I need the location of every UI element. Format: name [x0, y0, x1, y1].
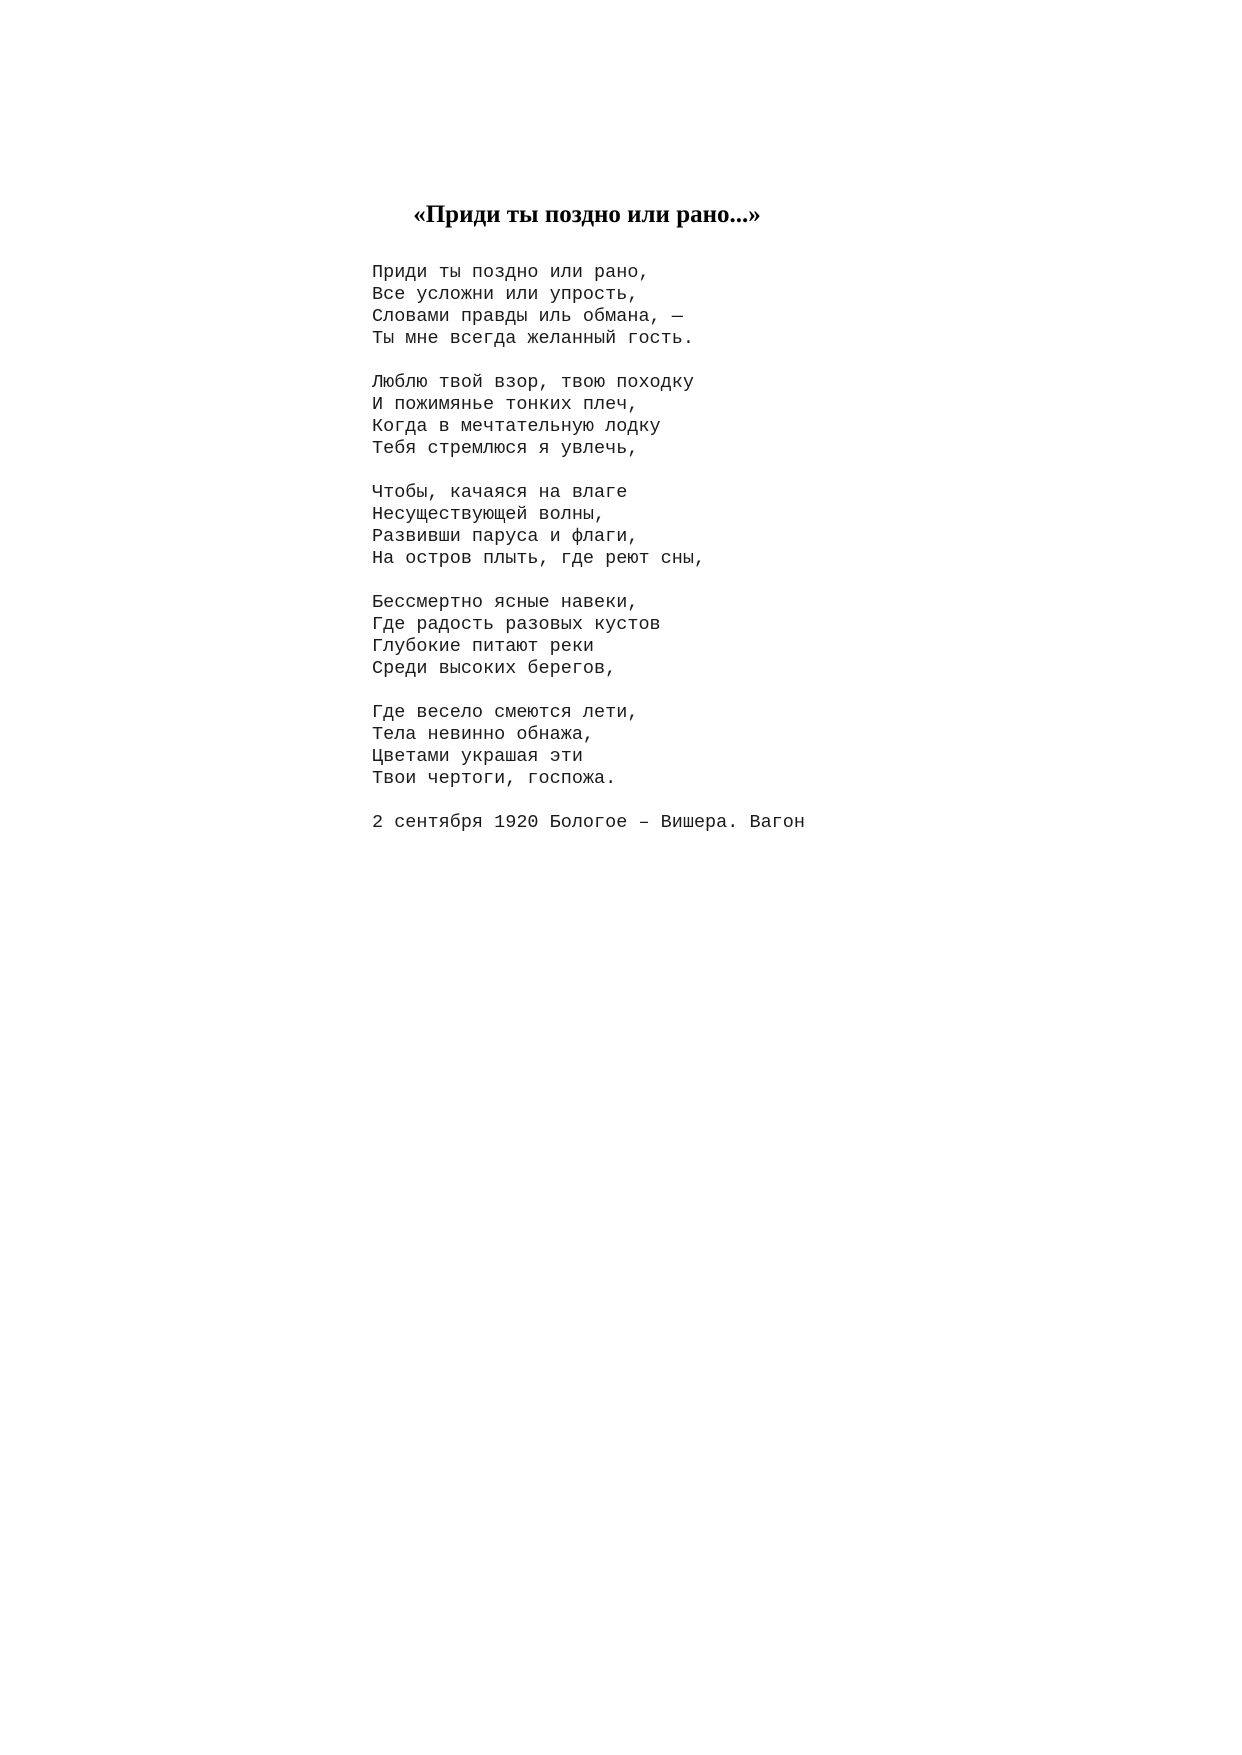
poem-line: Все усложни или упрость, — [372, 284, 639, 305]
poem-line: Словами правды иль обмана, — — [372, 306, 683, 327]
poem-line: Чтобы, качаяся на влаге — [372, 482, 628, 503]
poem-line: Среди высоких берегов, — [372, 658, 617, 679]
stanza-4 — [372, 592, 1152, 680]
poem-line: Цветами украшая эти — [372, 746, 583, 767]
poem-line: Где радость разовых кустов — [372, 614, 661, 635]
poem-date-place: 2 сентября 1920 Бологое – Вишера. Вагон — [372, 812, 805, 833]
poem-title: «Приди ты поздно или рано...» — [413, 201, 761, 228]
poem-line: Тебя стремлюся я увлечь, — [372, 438, 639, 459]
poem-line: Приди ты поздно или рано, — [372, 262, 650, 283]
poem-line: Глубокие питают реки — [372, 636, 595, 657]
poem-line: И пожимянье тонких плеч, — [372, 394, 639, 415]
poem-line: Тела невинно обнажа, — [372, 724, 595, 745]
poem-line: Несуществующей волны, — [372, 504, 606, 525]
stanza-1 — [372, 262, 1152, 350]
stanza-2 — [372, 372, 1152, 460]
poem-line: На остров плыть, где реют сны, — [372, 548, 706, 569]
poem-line: Развивши паруса и флаги, — [372, 526, 639, 547]
poem-line: Твои чертоги, госпожа. — [372, 768, 617, 789]
poem-body — [372, 262, 1152, 834]
stanza-3 — [372, 482, 1152, 570]
poem-line: Ты мне всегда желанный гость. — [372, 328, 694, 349]
poem-line: Когда в мечтательную лодку — [372, 416, 661, 437]
poem-line: Бессмертно ясные навеки, — [372, 592, 639, 613]
poem-line: Люблю твой взор, твою походку — [372, 372, 694, 393]
stanza-5 — [372, 702, 1152, 790]
poem-line: Где весело смеются лети, — [372, 702, 639, 723]
